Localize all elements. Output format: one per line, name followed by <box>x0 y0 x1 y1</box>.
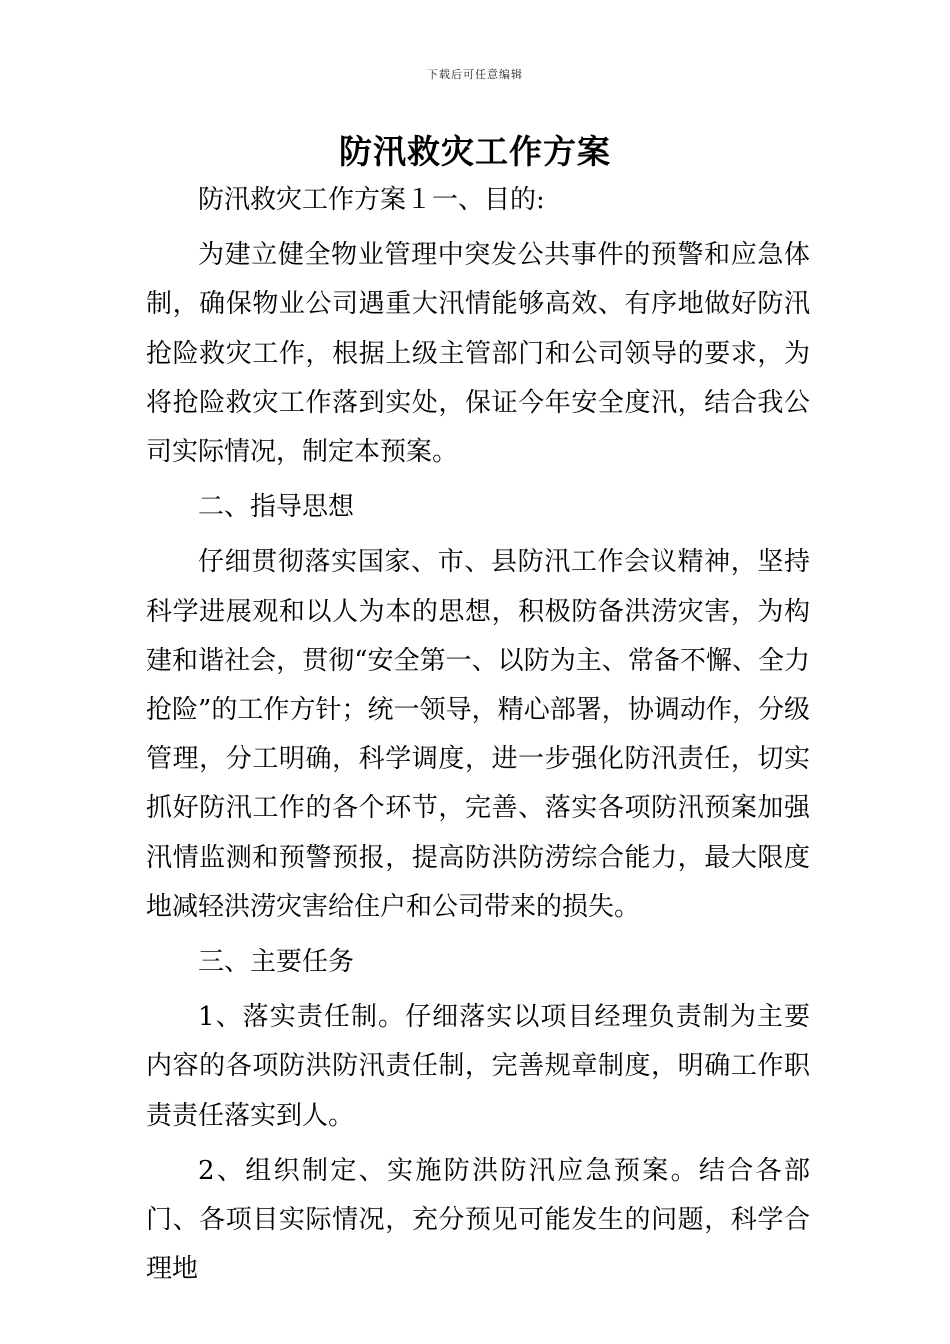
document-body <box>146 176 810 1294</box>
paragraph-task-1: 1、落实责任制。仔细落实以项目经理负责制为主要内容的各项防洪防汛责任制，完善规章制度，明确工作职责责任落实到人。 <box>146 1002 810 1131</box>
section-heading-main-tasks: 三、主要任务 <box>198 947 355 978</box>
paragraph-task-2: 2、组织制定、实施防洪防汛应急预案。结合各部门、各项目实际情况，充分预见可能发生的问题，科学合理地 <box>146 1155 810 1285</box>
document-title: 防汛救灾工作方案 <box>339 132 611 171</box>
paragraph-guiding-ideology: 仔细贯彻落实国家、市、县防汛工作会议精神，坚持科学进展观和以人为本的思想，积极防备洪涝灾害，为构建和谐社会，贯彻“安全第一、以防为主、常备不懈、全力抢险”的工作方针；统一领导，精心部署，协调动作，分级管理，分工明确，科学调度，进一步强化防汛责任，切实抓好防汛工作的各个环节，完善、落实各项防汛预案加强汛情监测和预警预报，提高防洪防涝综合能力，最大限度地减轻洪涝灾害给住户和公司带来的损失。 <box>146 547 810 922</box>
paragraph-purpose: 为建立健全物业管理中突发公共事件的预警和应急体制，确保物业公司遇重大汛情能够高效、有序地做好防汛抢险救灾工作，根据上级主管部门和公司领导的要求，为将抢险救灾工作落到实处，保证今年安全度汛，结合我公司实际情况，制定本预案。 <box>146 240 810 468</box>
paragraph-intro: 防汛救灾工作方案１一、目的: <box>198 185 545 215</box>
section-heading-guiding-ideology: 二、指导思想 <box>198 492 355 523</box>
page-header-note: 下载后可任意编辑 <box>427 68 523 81</box>
